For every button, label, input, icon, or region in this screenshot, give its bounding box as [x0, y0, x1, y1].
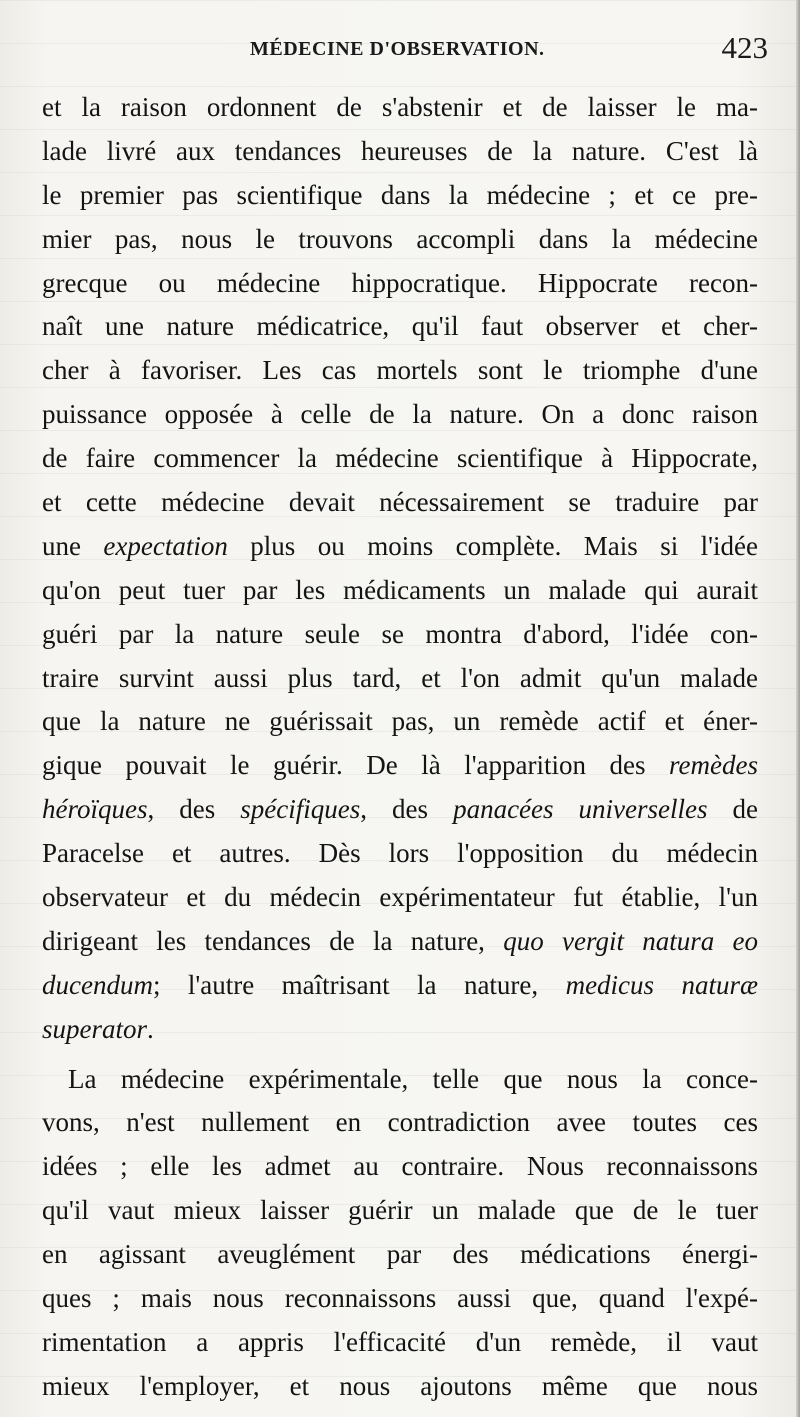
text-line: grecque ou médecine hippocratique. Hippocrate recon- [42, 267, 758, 298]
text-line: Paracelse et autres. Dès lors l'opposition du médecin [42, 838, 758, 869]
text-line: le premier pas scientifique dans la médecine ; et ce pre- [42, 179, 758, 210]
text-line: en agissant aveuglément par des médications énergi- [42, 1239, 758, 1270]
text-line [42, 920, 758, 964]
text-line: mieux l'employer, et nous ajoutons même que nous [42, 1370, 758, 1401]
text-line: puissance opposée à celle de la nature. On a donc raison [42, 399, 758, 430]
text-run: de [707, 794, 758, 825]
text-run: gique pouvait le guérir. De là l'apparition des [42, 750, 670, 781]
italic-term: medicus naturæ [565, 969, 758, 1000]
text-line [42, 788, 758, 832]
text-line: idées ; elle les admet au contraire. Nous reconnaissons [42, 1151, 758, 1182]
italic-term: panacées universelles [453, 794, 708, 825]
text-run: une [42, 530, 104, 561]
text-line [42, 1008, 758, 1052]
text-run: . [147, 1013, 154, 1044]
text-line [42, 964, 758, 1008]
text-line: qu'on peut tuer par les médicaments un malade qui aurait [42, 574, 758, 605]
text-line: vons, n'est nullement en contradiction avee toutes ces [42, 1107, 758, 1138]
text-line: de faire commencer la médecine scientifique à Hippocrate, [42, 443, 758, 474]
text-line: mier pas, nous le trouvons accompli dans la médecine [42, 223, 758, 254]
text-line: La médecine expérimentale, telle que nous la conce- [68, 1063, 758, 1094]
text-line: naît une nature médicatrice, qu'il faut observer et cher- [42, 311, 758, 342]
text-run: , des [147, 794, 241, 825]
page-number: 423 [721, 30, 768, 65]
text-line [42, 744, 758, 788]
text-line [42, 525, 758, 569]
text-line: traire survint aussi plus tard, et l'on admit qu'un malade [42, 662, 758, 693]
running-head: MÉDECINE D'OBSERVATION. [250, 38, 545, 60]
text-run: dirigeant les tendances de la nature, [42, 925, 504, 956]
text-line: guéri par la nature seule se montra d'abord, l'idée con- [42, 618, 758, 649]
text-line: lade livré aux tendances heureuses de la nature. C'est là [42, 135, 758, 166]
text-run: , des [360, 794, 454, 825]
text-line: observateur et du médecin expérimentateur fut établie, l'un [42, 882, 758, 913]
italic-term: héroïques [42, 794, 148, 825]
text-line: que la nature ne guérissait pas, un remède actif et éner- [42, 706, 758, 737]
text-line: qu'il vaut mieux laisser guérir un malade que de le tuer [42, 1195, 758, 1226]
text-line: ques ; mais nous reconnaissons aussi que, quand l'expé- [42, 1283, 758, 1314]
text-run: ; l'autre maîtrisant la nature, [152, 969, 566, 1000]
page-edge [796, 0, 800, 1417]
italic-term: superator [42, 1013, 148, 1044]
page-header [40, 30, 768, 74]
italic-term: remèdes [669, 750, 758, 781]
text-line: rimentation a appris l'efficacité d'un remède, il vaut [42, 1326, 758, 1357]
body-text [42, 86, 758, 1409]
text-line: et cette médecine devait nécessairement se traduire par [42, 487, 758, 518]
italic-term: spécifiques [240, 794, 361, 825]
text-line: et la raison ordonnent de s'abstenir et de laisser le ma- [42, 92, 758, 122]
italic-term: expectation [103, 530, 228, 561]
italic-term: quo vergit natura eo [503, 925, 758, 956]
text-line: cher à favoriser. Les cas mortels sont le triomphe d'une [42, 355, 758, 386]
text-run: plus ou moins complète. Mais si l'idée [227, 530, 758, 561]
italic-term: ducendum [42, 969, 153, 1000]
